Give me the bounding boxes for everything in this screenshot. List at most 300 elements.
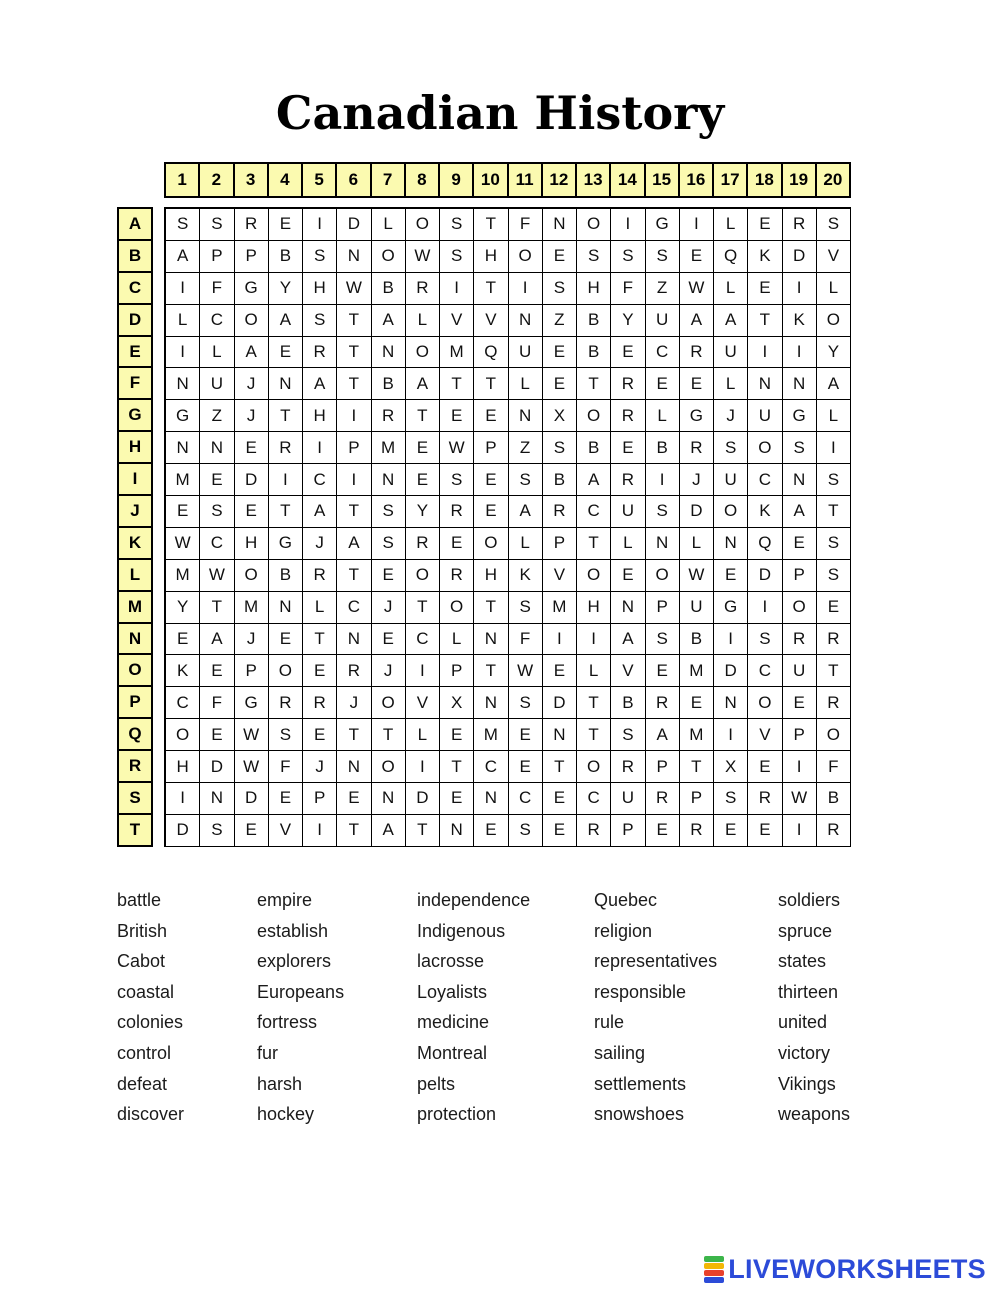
grid-cell[interactable]: S: [372, 496, 406, 528]
grid-cell[interactable]: S: [440, 209, 474, 241]
grid-cell[interactable]: O: [577, 400, 611, 432]
grid-cell[interactable]: W: [509, 655, 543, 687]
grid-cell[interactable]: S: [817, 464, 851, 496]
grid-cell[interactable]: M: [543, 592, 577, 624]
grid-cell[interactable]: A: [509, 496, 543, 528]
grid-cell[interactable]: N: [337, 241, 371, 273]
grid-cell[interactable]: N: [509, 305, 543, 337]
grid-cell[interactable]: Z: [543, 305, 577, 337]
grid-cell[interactable]: L: [440, 624, 474, 656]
grid-cell[interactable]: N: [714, 687, 748, 719]
grid-cell[interactable]: W: [166, 528, 200, 560]
word-search-grid[interactable]: [164, 207, 851, 847]
grid-cell[interactable]: A: [269, 305, 303, 337]
grid-cell[interactable]: I: [646, 464, 680, 496]
grid-cell[interactable]: L: [714, 209, 748, 241]
grid-cell[interactable]: C: [303, 464, 337, 496]
grid-cell[interactable]: X: [440, 687, 474, 719]
grid-cell[interactable]: Z: [646, 273, 680, 305]
grid-cell[interactable]: B: [680, 624, 714, 656]
grid-cell[interactable]: S: [509, 464, 543, 496]
grid-cell[interactable]: I: [611, 209, 645, 241]
grid-cell[interactable]: E: [748, 815, 782, 847]
grid-cell[interactable]: W: [337, 273, 371, 305]
grid-cell[interactable]: T: [372, 719, 406, 751]
grid-cell[interactable]: Y: [269, 273, 303, 305]
grid-cell[interactable]: B: [817, 783, 851, 815]
grid-cell[interactable]: X: [714, 751, 748, 783]
grid-cell[interactable]: I: [166, 337, 200, 369]
grid-cell[interactable]: J: [235, 624, 269, 656]
grid-cell[interactable]: Z: [509, 432, 543, 464]
grid-cell[interactable]: R: [646, 783, 680, 815]
grid-cell[interactable]: K: [748, 496, 782, 528]
grid-cell[interactable]: E: [440, 400, 474, 432]
grid-cell[interactable]: R: [817, 687, 851, 719]
grid-cell[interactable]: X: [543, 400, 577, 432]
grid-cell[interactable]: N: [474, 624, 508, 656]
grid-cell[interactable]: P: [200, 241, 234, 273]
grid-cell[interactable]: E: [166, 496, 200, 528]
grid-cell[interactable]: E: [543, 241, 577, 273]
grid-cell[interactable]: W: [406, 241, 440, 273]
grid-cell[interactable]: B: [372, 273, 406, 305]
grid-cell[interactable]: A: [406, 368, 440, 400]
grid-cell[interactable]: B: [646, 432, 680, 464]
grid-cell[interactable]: P: [337, 432, 371, 464]
grid-cell[interactable]: W: [235, 719, 269, 751]
grid-cell[interactable]: R: [611, 400, 645, 432]
grid-cell[interactable]: S: [543, 273, 577, 305]
grid-cell[interactable]: I: [577, 624, 611, 656]
grid-cell[interactable]: T: [337, 337, 371, 369]
grid-cell[interactable]: V: [406, 687, 440, 719]
grid-cell[interactable]: L: [577, 655, 611, 687]
grid-cell[interactable]: E: [269, 337, 303, 369]
grid-cell[interactable]: T: [474, 655, 508, 687]
grid-cell[interactable]: H: [166, 751, 200, 783]
grid-cell[interactable]: W: [200, 560, 234, 592]
grid-cell[interactable]: V: [748, 719, 782, 751]
grid-cell[interactable]: Q: [714, 241, 748, 273]
grid-cell[interactable]: L: [817, 273, 851, 305]
grid-cell[interactable]: T: [577, 719, 611, 751]
grid-cell[interactable]: M: [372, 432, 406, 464]
grid-cell[interactable]: O: [269, 655, 303, 687]
grid-cell[interactable]: O: [372, 241, 406, 273]
grid-cell[interactable]: S: [714, 432, 748, 464]
grid-cell[interactable]: A: [372, 815, 406, 847]
grid-cell[interactable]: V: [474, 305, 508, 337]
grid-cell[interactable]: R: [406, 528, 440, 560]
grid-cell[interactable]: I: [166, 783, 200, 815]
grid-cell[interactable]: D: [783, 241, 817, 273]
grid-cell[interactable]: R: [680, 337, 714, 369]
grid-cell[interactable]: S: [440, 464, 474, 496]
grid-cell[interactable]: E: [235, 815, 269, 847]
grid-cell[interactable]: R: [783, 209, 817, 241]
grid-cell[interactable]: E: [406, 464, 440, 496]
grid-cell[interactable]: L: [509, 528, 543, 560]
grid-cell[interactable]: N: [783, 368, 817, 400]
grid-cell[interactable]: I: [543, 624, 577, 656]
grid-cell[interactable]: N: [269, 368, 303, 400]
grid-cell[interactable]: A: [235, 337, 269, 369]
grid-cell[interactable]: T: [817, 496, 851, 528]
grid-cell[interactable]: I: [817, 432, 851, 464]
grid-cell[interactable]: R: [303, 337, 337, 369]
grid-cell[interactable]: L: [372, 209, 406, 241]
grid-cell[interactable]: I: [303, 815, 337, 847]
grid-cell[interactable]: E: [440, 783, 474, 815]
grid-cell[interactable]: N: [269, 592, 303, 624]
grid-cell[interactable]: U: [509, 337, 543, 369]
grid-cell[interactable]: S: [646, 496, 680, 528]
grid-cell[interactable]: T: [577, 687, 611, 719]
grid-cell[interactable]: I: [406, 751, 440, 783]
grid-cell[interactable]: Y: [611, 305, 645, 337]
grid-cell[interactable]: P: [680, 783, 714, 815]
grid-cell[interactable]: I: [783, 273, 817, 305]
grid-cell[interactable]: L: [166, 305, 200, 337]
grid-cell[interactable]: S: [372, 528, 406, 560]
grid-cell[interactable]: I: [337, 400, 371, 432]
grid-cell[interactable]: D: [406, 783, 440, 815]
grid-cell[interactable]: E: [303, 719, 337, 751]
grid-cell[interactable]: W: [680, 273, 714, 305]
grid-cell[interactable]: C: [474, 751, 508, 783]
grid-cell[interactable]: T: [406, 400, 440, 432]
grid-cell[interactable]: P: [303, 783, 337, 815]
grid-cell[interactable]: W: [235, 751, 269, 783]
grid-cell[interactable]: R: [269, 432, 303, 464]
grid-cell[interactable]: E: [646, 815, 680, 847]
grid-cell[interactable]: T: [337, 815, 371, 847]
grid-cell[interactable]: M: [235, 592, 269, 624]
grid-cell[interactable]: U: [714, 337, 748, 369]
grid-cell[interactable]: E: [200, 719, 234, 751]
grid-cell[interactable]: E: [269, 209, 303, 241]
grid-cell[interactable]: S: [817, 209, 851, 241]
grid-cell[interactable]: R: [543, 496, 577, 528]
grid-cell[interactable]: E: [646, 655, 680, 687]
grid-cell[interactable]: P: [474, 432, 508, 464]
grid-cell[interactable]: V: [817, 241, 851, 273]
grid-cell[interactable]: H: [474, 560, 508, 592]
grid-cell[interactable]: N: [783, 464, 817, 496]
grid-cell[interactable]: E: [303, 655, 337, 687]
grid-cell[interactable]: W: [783, 783, 817, 815]
grid-cell[interactable]: V: [611, 655, 645, 687]
grid-cell[interactable]: S: [714, 783, 748, 815]
grid-cell[interactable]: C: [337, 592, 371, 624]
grid-cell[interactable]: G: [680, 400, 714, 432]
grid-cell[interactable]: D: [714, 655, 748, 687]
grid-cell[interactable]: E: [440, 528, 474, 560]
grid-cell[interactable]: N: [200, 783, 234, 815]
grid-cell[interactable]: E: [406, 432, 440, 464]
grid-cell[interactable]: O: [577, 560, 611, 592]
grid-cell[interactable]: I: [269, 464, 303, 496]
grid-cell[interactable]: T: [200, 592, 234, 624]
grid-cell[interactable]: L: [714, 368, 748, 400]
grid-cell[interactable]: T: [337, 560, 371, 592]
grid-cell[interactable]: C: [646, 337, 680, 369]
grid-cell[interactable]: H: [235, 528, 269, 560]
grid-cell[interactable]: N: [440, 815, 474, 847]
grid-cell[interactable]: W: [440, 432, 474, 464]
grid-cell[interactable]: E: [783, 687, 817, 719]
grid-cell[interactable]: A: [303, 368, 337, 400]
grid-cell[interactable]: S: [269, 719, 303, 751]
grid-cell[interactable]: E: [509, 719, 543, 751]
grid-cell[interactable]: C: [406, 624, 440, 656]
grid-cell[interactable]: G: [166, 400, 200, 432]
grid-cell[interactable]: M: [166, 560, 200, 592]
grid-cell[interactable]: P: [783, 560, 817, 592]
grid-cell[interactable]: O: [235, 560, 269, 592]
grid-cell[interactable]: G: [646, 209, 680, 241]
grid-cell[interactable]: I: [783, 751, 817, 783]
grid-cell[interactable]: B: [269, 241, 303, 273]
grid-cell[interactable]: T: [406, 815, 440, 847]
grid-cell[interactable]: E: [269, 624, 303, 656]
grid-cell[interactable]: B: [269, 560, 303, 592]
grid-cell[interactable]: R: [646, 687, 680, 719]
grid-cell[interactable]: O: [406, 560, 440, 592]
grid-cell[interactable]: F: [200, 687, 234, 719]
grid-cell[interactable]: T: [337, 496, 371, 528]
grid-cell[interactable]: I: [680, 209, 714, 241]
grid-cell[interactable]: D: [166, 815, 200, 847]
grid-cell[interactable]: S: [577, 241, 611, 273]
grid-cell[interactable]: A: [337, 528, 371, 560]
grid-cell[interactable]: N: [611, 592, 645, 624]
grid-cell[interactable]: T: [337, 305, 371, 337]
grid-cell[interactable]: J: [372, 592, 406, 624]
grid-cell[interactable]: P: [646, 751, 680, 783]
grid-cell[interactable]: D: [235, 464, 269, 496]
grid-cell[interactable]: I: [714, 624, 748, 656]
grid-cell[interactable]: T: [474, 209, 508, 241]
grid-cell[interactable]: J: [680, 464, 714, 496]
grid-cell[interactable]: O: [714, 496, 748, 528]
grid-cell[interactable]: K: [783, 305, 817, 337]
grid-cell[interactable]: S: [783, 432, 817, 464]
grid-cell[interactable]: I: [748, 592, 782, 624]
grid-cell[interactable]: S: [646, 624, 680, 656]
grid-cell[interactable]: K: [166, 655, 200, 687]
grid-cell[interactable]: T: [337, 368, 371, 400]
grid-cell[interactable]: I: [166, 273, 200, 305]
grid-cell[interactable]: E: [372, 560, 406, 592]
grid-cell[interactable]: A: [646, 719, 680, 751]
grid-cell[interactable]: S: [611, 719, 645, 751]
grid-cell[interactable]: M: [474, 719, 508, 751]
grid-cell[interactable]: I: [303, 432, 337, 464]
grid-cell[interactable]: C: [748, 655, 782, 687]
grid-cell[interactable]: S: [166, 209, 200, 241]
grid-cell[interactable]: E: [543, 655, 577, 687]
grid-cell[interactable]: S: [509, 687, 543, 719]
grid-cell[interactable]: T: [269, 400, 303, 432]
grid-cell[interactable]: E: [474, 464, 508, 496]
grid-cell[interactable]: E: [200, 655, 234, 687]
grid-cell[interactable]: I: [714, 719, 748, 751]
grid-cell[interactable]: D: [680, 496, 714, 528]
grid-cell[interactable]: H: [303, 273, 337, 305]
grid-cell[interactable]: R: [372, 400, 406, 432]
grid-cell[interactable]: E: [611, 560, 645, 592]
grid-cell[interactable]: T: [303, 624, 337, 656]
grid-cell[interactable]: J: [303, 528, 337, 560]
grid-cell[interactable]: R: [611, 368, 645, 400]
grid-cell[interactable]: E: [748, 209, 782, 241]
grid-cell[interactable]: I: [509, 273, 543, 305]
grid-cell[interactable]: V: [269, 815, 303, 847]
grid-cell[interactable]: C: [166, 687, 200, 719]
grid-cell[interactable]: O: [372, 687, 406, 719]
grid-cell[interactable]: E: [474, 400, 508, 432]
grid-cell[interactable]: A: [817, 368, 851, 400]
grid-cell[interactable]: R: [406, 273, 440, 305]
grid-cell[interactable]: S: [509, 815, 543, 847]
grid-cell[interactable]: K: [509, 560, 543, 592]
grid-cell[interactable]: R: [817, 815, 851, 847]
grid-cell[interactable]: C: [200, 305, 234, 337]
grid-cell[interactable]: B: [372, 368, 406, 400]
grid-cell[interactable]: C: [577, 783, 611, 815]
grid-cell[interactable]: L: [303, 592, 337, 624]
grid-cell[interactable]: U: [783, 655, 817, 687]
grid-cell[interactable]: Q: [748, 528, 782, 560]
grid-cell[interactable]: V: [543, 560, 577, 592]
grid-cell[interactable]: T: [817, 655, 851, 687]
grid-cell[interactable]: E: [440, 719, 474, 751]
grid-cell[interactable]: G: [235, 687, 269, 719]
grid-cell[interactable]: S: [646, 241, 680, 273]
grid-cell[interactable]: E: [714, 560, 748, 592]
grid-cell[interactable]: N: [543, 719, 577, 751]
grid-cell[interactable]: E: [611, 337, 645, 369]
grid-cell[interactable]: S: [748, 624, 782, 656]
grid-cell[interactable]: Z: [200, 400, 234, 432]
grid-cell[interactable]: Q: [474, 337, 508, 369]
grid-cell[interactable]: L: [509, 368, 543, 400]
grid-cell[interactable]: G: [714, 592, 748, 624]
grid-cell[interactable]: N: [714, 528, 748, 560]
grid-cell[interactable]: A: [714, 305, 748, 337]
grid-cell[interactable]: N: [337, 624, 371, 656]
grid-cell[interactable]: O: [748, 432, 782, 464]
grid-cell[interactable]: R: [817, 624, 851, 656]
grid-cell[interactable]: A: [200, 624, 234, 656]
grid-cell[interactable]: C: [577, 496, 611, 528]
grid-cell[interactable]: S: [543, 432, 577, 464]
grid-cell[interactable]: U: [646, 305, 680, 337]
grid-cell[interactable]: T: [337, 719, 371, 751]
grid-cell[interactable]: B: [577, 305, 611, 337]
grid-cell[interactable]: T: [406, 592, 440, 624]
grid-cell[interactable]: I: [303, 209, 337, 241]
grid-cell[interactable]: O: [646, 560, 680, 592]
grid-cell[interactable]: P: [611, 815, 645, 847]
grid-cell[interactable]: I: [337, 464, 371, 496]
grid-cell[interactable]: C: [509, 783, 543, 815]
grid-cell[interactable]: F: [269, 751, 303, 783]
grid-cell[interactable]: R: [748, 783, 782, 815]
grid-cell[interactable]: E: [543, 815, 577, 847]
grid-cell[interactable]: T: [269, 496, 303, 528]
grid-cell[interactable]: O: [474, 528, 508, 560]
grid-cell[interactable]: U: [200, 368, 234, 400]
grid-cell[interactable]: N: [166, 368, 200, 400]
grid-cell[interactable]: E: [543, 368, 577, 400]
grid-cell[interactable]: R: [680, 815, 714, 847]
grid-cell[interactable]: N: [474, 783, 508, 815]
grid-cell[interactable]: O: [406, 337, 440, 369]
grid-cell[interactable]: H: [577, 592, 611, 624]
grid-cell[interactable]: J: [337, 687, 371, 719]
grid-cell[interactable]: R: [440, 560, 474, 592]
grid-cell[interactable]: E: [337, 783, 371, 815]
grid-cell[interactable]: T: [680, 751, 714, 783]
grid-cell[interactable]: T: [543, 751, 577, 783]
grid-cell[interactable]: K: [748, 241, 782, 273]
grid-cell[interactable]: E: [748, 273, 782, 305]
grid-cell[interactable]: O: [406, 209, 440, 241]
grid-cell[interactable]: N: [474, 687, 508, 719]
grid-cell[interactable]: E: [714, 815, 748, 847]
grid-cell[interactable]: N: [372, 337, 406, 369]
grid-cell[interactable]: I: [783, 337, 817, 369]
grid-cell[interactable]: T: [474, 368, 508, 400]
grid-cell[interactable]: E: [680, 687, 714, 719]
grid-cell[interactable]: D: [235, 783, 269, 815]
grid-cell[interactable]: H: [577, 273, 611, 305]
grid-cell[interactable]: F: [200, 273, 234, 305]
grid-cell[interactable]: E: [474, 496, 508, 528]
grid-cell[interactable]: B: [577, 432, 611, 464]
grid-cell[interactable]: V: [440, 305, 474, 337]
grid-cell[interactable]: N: [372, 464, 406, 496]
grid-cell[interactable]: N: [509, 400, 543, 432]
grid-cell[interactable]: M: [680, 719, 714, 751]
grid-cell[interactable]: E: [611, 432, 645, 464]
grid-cell[interactable]: L: [611, 528, 645, 560]
grid-cell[interactable]: S: [200, 209, 234, 241]
grid-cell[interactable]: L: [406, 305, 440, 337]
grid-cell[interactable]: G: [269, 528, 303, 560]
grid-cell[interactable]: N: [543, 209, 577, 241]
grid-cell[interactable]: E: [646, 368, 680, 400]
grid-cell[interactable]: U: [611, 783, 645, 815]
grid-cell[interactable]: O: [783, 592, 817, 624]
grid-cell[interactable]: A: [166, 241, 200, 273]
grid-cell[interactable]: L: [406, 719, 440, 751]
grid-cell[interactable]: I: [440, 273, 474, 305]
grid-cell[interactable]: M: [680, 655, 714, 687]
grid-cell[interactable]: E: [235, 496, 269, 528]
grid-cell[interactable]: O: [509, 241, 543, 273]
grid-cell[interactable]: E: [680, 241, 714, 273]
grid-cell[interactable]: O: [440, 592, 474, 624]
grid-cell[interactable]: A: [611, 624, 645, 656]
grid-cell[interactable]: A: [372, 305, 406, 337]
grid-cell[interactable]: T: [577, 368, 611, 400]
grid-cell[interactable]: D: [200, 751, 234, 783]
grid-cell[interactable]: M: [166, 464, 200, 496]
